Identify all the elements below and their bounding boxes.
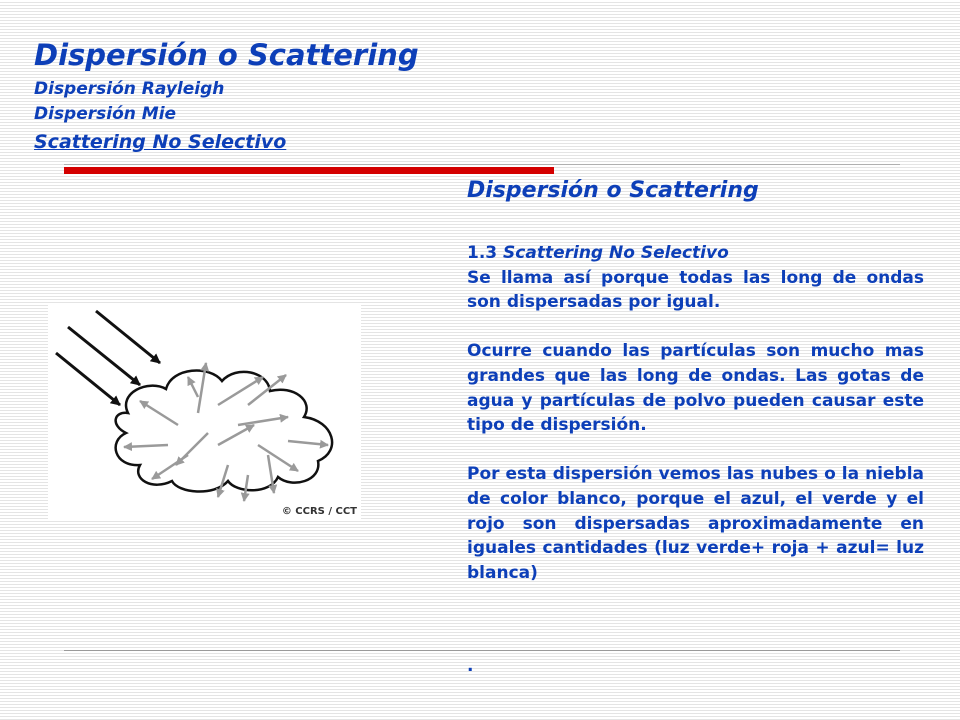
paragraph-2: Ocurre cuando las partículas son mucho mas grandes que las long de ondas. Las gotas de agua y partículas de polvo pueden causar este tipo de dispersión. [467,341,924,436]
nav-scattering-no-selectivo[interactable]: Scattering No Selectivo [34,131,287,153]
nav-rayleigh: Dispersión Rayleigh [34,79,225,99]
nav-mie: Dispersión Mie [34,104,177,124]
image-credit: © CCRS / CCT [281,506,357,517]
section-title: Dispersión o Scattering [467,178,759,203]
section-heading [467,241,924,266]
content-body [467,241,924,585]
scattering-figure [48,305,361,520]
bottom-divider [64,650,900,651]
cloud-scattering-illustration [48,305,361,520]
paragraph-3: Por esta dispersión vemos las nubes o la niebla de color blanco, porque el azul, el verde y el rojo son dispersadas aproximadamente en iguales cantidades (luz verde+ roja + azul= luz blanca) [467,464,924,583]
accent-bar [64,167,554,174]
trailing-dot: . [467,656,474,676]
divider-line [64,164,900,165]
section-number: 1.3 [467,243,498,263]
section-name: Scattering No Selectivo [503,243,729,263]
paragraph-1: Se llama así porque todas las long de ondas son dispersadas por igual. [467,267,924,313]
cloud-shape [116,371,332,492]
slide-title: Dispersión o Scattering [34,38,419,72]
